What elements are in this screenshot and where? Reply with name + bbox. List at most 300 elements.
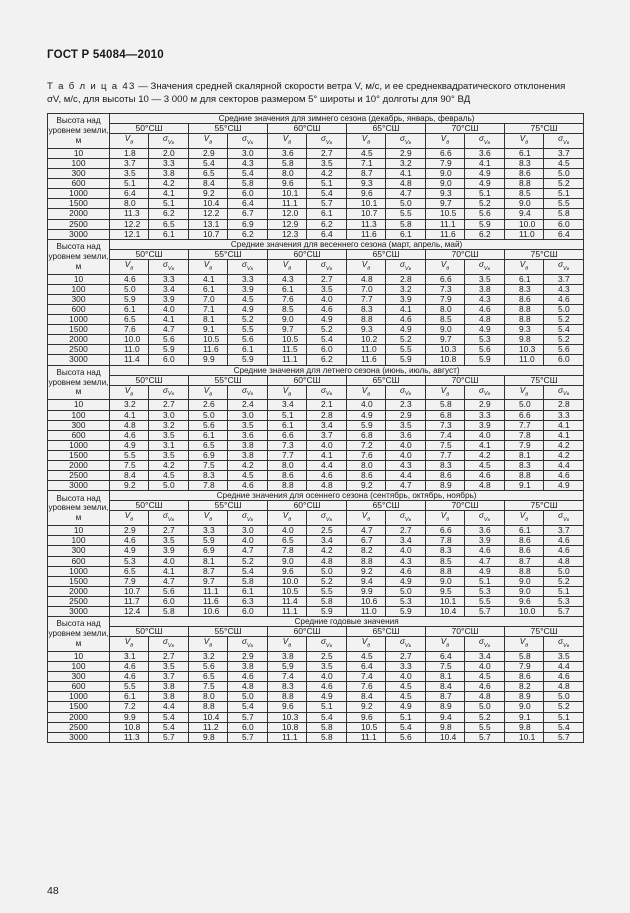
- sigma-value: 2.9: [465, 400, 505, 410]
- sigma-value: 5.2: [228, 556, 268, 566]
- sigma-value: 3.7: [544, 148, 584, 158]
- sigma-value: 6.2: [465, 229, 505, 239]
- speed-value: 4.7: [347, 526, 386, 536]
- speed-value: 2.9: [189, 148, 228, 158]
- speed-value: 8.6: [505, 672, 544, 682]
- sector-header: 75°СШ: [505, 501, 584, 511]
- sigma-value: 2.7: [307, 148, 347, 158]
- section-title: Средние значения для осеннего сезона (сентябрь, октябрь, ноябрь): [110, 491, 584, 501]
- sigma-value: 6.0: [228, 722, 268, 732]
- speed-value: 6.4: [347, 662, 386, 672]
- sigma-value: 3.7: [544, 274, 584, 284]
- sector-header: 70°СШ: [426, 249, 505, 259]
- speed-symbol: $V_в$: [189, 385, 228, 400]
- speed-value: 8.4: [347, 692, 386, 702]
- sigma-value: 6.0: [149, 355, 189, 365]
- speed-symbol: $V_в$: [426, 511, 465, 526]
- speed-value: 11.1: [347, 732, 386, 742]
- speed-symbol: $V_в$: [426, 385, 465, 400]
- sigma-value: 4.6: [544, 546, 584, 556]
- speed-value: 8.1: [189, 556, 228, 566]
- speed-value: 8.0: [189, 692, 228, 702]
- speed-value: 8.8: [505, 315, 544, 325]
- sigma-symbol: $\sigma_{Vв}$: [228, 134, 268, 149]
- sigma-value: 2.0: [149, 148, 189, 158]
- sigma-value: 2.5: [307, 651, 347, 661]
- speed-value: 7.6: [268, 294, 307, 304]
- sigma-value: 5.6: [465, 209, 505, 219]
- sigma-value: 3.5: [307, 284, 347, 294]
- sigma-value: 4.6: [228, 481, 268, 491]
- speed-value: 10.1: [505, 732, 544, 742]
- sigma-value: 6.1: [307, 209, 347, 219]
- speed-value: 7.7: [268, 450, 307, 460]
- speed-value: 9.2: [347, 566, 386, 576]
- sigma-value: 5.5: [386, 345, 426, 355]
- speed-value: 8.0: [426, 304, 465, 314]
- sigma-value: 4.1: [465, 440, 505, 450]
- speed-value: 11.0: [347, 345, 386, 355]
- sector-header: 60°СШ: [268, 249, 347, 259]
- sigma-value: 3.3: [149, 274, 189, 284]
- height-value: 1000: [48, 315, 110, 325]
- height-value: 1000: [48, 189, 110, 199]
- speed-value: 4.5: [347, 651, 386, 661]
- height-value: 1500: [48, 576, 110, 586]
- table-row: [48, 315, 584, 325]
- speed-value: 7.8: [426, 536, 465, 546]
- sigma-value: 4.0: [465, 662, 505, 672]
- sigma-value: 5.0: [386, 199, 426, 209]
- sigma-value: 3.4: [307, 536, 347, 546]
- speed-symbol: $V_в$: [505, 259, 544, 274]
- table-row: [48, 410, 584, 420]
- speed-value: 9.0: [505, 199, 544, 209]
- sigma-value: 3.4: [386, 536, 426, 546]
- sigma-value: 6.2: [228, 229, 268, 239]
- speed-value: 11.0: [505, 229, 544, 239]
- sigma-value: 4.6: [544, 471, 584, 481]
- speed-symbol: $V_в$: [268, 511, 307, 526]
- speed-value: 9.0: [268, 556, 307, 566]
- sector-header: 60°СШ: [268, 124, 347, 134]
- sigma-value: 4.3: [465, 294, 505, 304]
- table-row: [48, 586, 584, 596]
- speed-value: 4.0: [268, 526, 307, 536]
- table-row: [48, 606, 584, 616]
- speed-value: 7.7: [426, 450, 465, 460]
- speed-value: 8.7: [347, 169, 386, 179]
- speed-value: 8.4: [426, 682, 465, 692]
- speed-value: 7.6: [110, 325, 149, 335]
- speed-value: 9.8: [505, 335, 544, 345]
- sigma-value: 4.0: [228, 536, 268, 546]
- sigma-value: 5.3: [465, 335, 505, 345]
- sigma-value: 4.5: [465, 672, 505, 682]
- speed-value: 5.9: [268, 662, 307, 672]
- sigma-value: 4.2: [544, 450, 584, 460]
- speed-value: 7.5: [110, 461, 149, 471]
- sigma-value: 5.8: [307, 732, 347, 742]
- speed-value: 12.0: [268, 209, 307, 219]
- speed-value: 11.7: [110, 596, 149, 606]
- sigma-value: 3.5: [149, 450, 189, 460]
- sigma-symbol: $\sigma_{Vв}$: [149, 511, 189, 526]
- speed-value: 7.8: [505, 430, 544, 440]
- speed-symbol: $V_в$: [347, 511, 386, 526]
- speed-value: 10.5: [268, 586, 307, 596]
- table-row: [48, 546, 584, 556]
- speed-value: 9.7: [426, 199, 465, 209]
- sigma-symbol: $\sigma_{Vв}$: [149, 134, 189, 149]
- table-caption-text: — Значения средней скалярной скорости ветра V, м/с, и ее среднеквадратического отклонения σV, м/с, для высоты 10 — 3 000 м для секторов размером 5° широты и 10° долготы для 90° ВД: [47, 81, 566, 105]
- speed-value: 7.4: [426, 430, 465, 440]
- height-value: 300: [48, 169, 110, 179]
- speed-value: 10.0: [110, 335, 149, 345]
- speed-symbol: $V_в$: [426, 637, 465, 652]
- sigma-value: 5.7: [307, 199, 347, 209]
- section-title: Средние значения для зимнего сезона (декабрь, январь, февраль): [110, 114, 584, 124]
- speed-value: 12.2: [110, 219, 149, 229]
- sigma-value: 5.4: [386, 722, 426, 732]
- speed-value: 4.9: [347, 410, 386, 420]
- table-row: [48, 526, 584, 536]
- speed-value: 8.9: [426, 481, 465, 491]
- speed-value: 6.6: [505, 410, 544, 420]
- table-label: Т а б л и ц а 43: [47, 81, 136, 92]
- speed-value: 11.1: [268, 355, 307, 365]
- sector-header: 65°СШ: [347, 627, 426, 637]
- speed-value: 7.7: [505, 420, 544, 430]
- speed-value: 11.6: [347, 229, 386, 239]
- speed-value: 7.6: [347, 682, 386, 692]
- sigma-value: 5.9: [149, 345, 189, 355]
- sector-header: 60°СШ: [268, 375, 347, 385]
- table-row: [48, 209, 584, 219]
- sigma-value: 5.4: [149, 722, 189, 732]
- height-value: 100: [48, 410, 110, 420]
- speed-value: 3.7: [110, 159, 149, 169]
- sigma-value: 4.6: [307, 304, 347, 314]
- speed-value: 5.3: [110, 556, 149, 566]
- speed-value: 6.8: [426, 410, 465, 420]
- speed-value: 9.9: [347, 586, 386, 596]
- speed-value: 8.8: [268, 481, 307, 491]
- table-row: [48, 702, 584, 712]
- speed-value: 6.7: [347, 536, 386, 546]
- height-value: 3000: [48, 481, 110, 491]
- table-row: [48, 672, 584, 682]
- sigma-value: 5.4: [228, 566, 268, 576]
- table-row: [48, 420, 584, 430]
- sector-header: 75°СШ: [505, 627, 584, 637]
- table-row: [48, 712, 584, 722]
- sigma-value: 4.1: [386, 169, 426, 179]
- speed-value: 6.1: [268, 284, 307, 294]
- speed-value: 4.1: [110, 410, 149, 420]
- speed-value: 8.0: [110, 199, 149, 209]
- speed-value: 3.1: [110, 651, 149, 661]
- sector-header: 65°СШ: [347, 124, 426, 134]
- speed-symbol: $V_в$: [110, 259, 149, 274]
- sigma-value: 4.9: [386, 702, 426, 712]
- sigma-value: 4.6: [465, 682, 505, 692]
- sigma-value: 5.1: [465, 576, 505, 586]
- speed-value: 10.0: [268, 576, 307, 586]
- table-row: [48, 440, 584, 450]
- sigma-value: 4.0: [149, 556, 189, 566]
- speed-value: 8.9: [426, 702, 465, 712]
- speed-value: 5.9: [189, 536, 228, 546]
- speed-value: 11.3: [110, 732, 149, 742]
- sigma-value: 5.4: [228, 702, 268, 712]
- sigma-value: 5.1: [465, 189, 505, 199]
- sigma-value: 5.1: [544, 712, 584, 722]
- sigma-value: 4.7: [149, 576, 189, 586]
- sigma-value: 6.2: [307, 355, 347, 365]
- sigma-value: 2.7: [149, 651, 189, 661]
- speed-value: 4.6: [110, 274, 149, 284]
- table-row: [48, 325, 584, 335]
- sigma-value: 4.6: [465, 546, 505, 556]
- sigma-value: 5.2: [465, 199, 505, 209]
- sigma-value: 4.6: [386, 315, 426, 325]
- speed-value: 9.3: [505, 325, 544, 335]
- speed-value: 9.5: [426, 586, 465, 596]
- sigma-value: 3.5: [544, 651, 584, 661]
- sigma-value: 3.3: [465, 410, 505, 420]
- speed-value: 9.0: [505, 576, 544, 586]
- speed-value: 8.8: [505, 566, 544, 576]
- speed-value: 5.1: [110, 179, 149, 189]
- sigma-symbol: $\sigma_{Vв}$: [149, 637, 189, 652]
- speed-value: 10.5: [189, 335, 228, 345]
- speed-value: 7.3: [426, 420, 465, 430]
- speed-value: 9.3: [347, 179, 386, 189]
- sigma-value: 2.1: [307, 400, 347, 410]
- speed-value: 9.0: [426, 325, 465, 335]
- height-value: 3000: [48, 229, 110, 239]
- speed-value: 6.6: [426, 526, 465, 536]
- table-row: [48, 722, 584, 732]
- speed-value: 8.2: [347, 546, 386, 556]
- sigma-value: 2.7: [307, 274, 347, 284]
- sigma-value: 6.1: [228, 586, 268, 596]
- sigma-value: 4.0: [386, 546, 426, 556]
- sigma-value: 3.5: [149, 536, 189, 546]
- table-row: [48, 662, 584, 672]
- sigma-value: 6.3: [228, 596, 268, 606]
- speed-value: 10.1: [268, 189, 307, 199]
- table-row: [48, 566, 584, 576]
- sigma-value: 4.5: [386, 682, 426, 692]
- sigma-value: 4.1: [149, 315, 189, 325]
- table-row: [48, 284, 584, 294]
- speed-value: 8.9: [505, 692, 544, 702]
- sigma-value: 3.2: [149, 420, 189, 430]
- speed-value: 11.1: [268, 732, 307, 742]
- speed-value: 8.8: [505, 304, 544, 314]
- speed-symbol: $V_в$: [189, 637, 228, 652]
- speed-value: 9.9: [189, 355, 228, 365]
- speed-value: 7.5: [189, 682, 228, 692]
- speed-symbol: $V_в$: [347, 134, 386, 149]
- sigma-value: 4.9: [465, 325, 505, 335]
- speed-value: 9.1: [189, 325, 228, 335]
- speed-value: 8.6: [505, 546, 544, 556]
- height-value: 300: [48, 420, 110, 430]
- height-column-header: Высота над уровнем земли, м: [48, 239, 110, 274]
- speed-value: 3.4: [268, 400, 307, 410]
- speed-value: 12.3: [268, 229, 307, 239]
- speed-value: 9.2: [110, 481, 149, 491]
- speed-value: 9.0: [426, 169, 465, 179]
- height-value: 2500: [48, 345, 110, 355]
- speed-value: 8.0: [347, 461, 386, 471]
- height-value: 2000: [48, 209, 110, 219]
- sigma-value: 5.1: [544, 586, 584, 596]
- sector-header: 55°СШ: [189, 124, 268, 134]
- sigma-value: 5.8: [228, 179, 268, 189]
- speed-value: 8.1: [505, 450, 544, 460]
- speed-value: 4.0: [347, 400, 386, 410]
- speed-symbol: $V_в$: [268, 637, 307, 652]
- speed-value: 2.6: [189, 400, 228, 410]
- speed-symbol: $V_в$: [189, 134, 228, 149]
- sigma-value: 5.7: [465, 606, 505, 616]
- speed-value: 9.6: [268, 702, 307, 712]
- sigma-value: 5.5: [228, 325, 268, 335]
- sector-header: 50°СШ: [110, 124, 189, 134]
- table-row: [48, 345, 584, 355]
- speed-value: 8.8: [347, 556, 386, 566]
- sigma-value: 6.0: [544, 355, 584, 365]
- speed-value: 8.6: [347, 471, 386, 481]
- sigma-value: 3.9: [465, 536, 505, 546]
- height-value: 2000: [48, 586, 110, 596]
- speed-value: 9.3: [347, 325, 386, 335]
- sigma-value: 3.3: [228, 274, 268, 284]
- sigma-value: 5.5: [465, 596, 505, 606]
- sigma-value: 4.8: [465, 315, 505, 325]
- sigma-value: 3.6: [228, 430, 268, 440]
- speed-value: 8.3: [505, 159, 544, 169]
- sigma-value: 3.8: [149, 692, 189, 702]
- sigma-value: 6.0: [149, 596, 189, 606]
- sigma-value: 4.7: [228, 546, 268, 556]
- sigma-value: 3.4: [307, 420, 347, 430]
- speed-value: 8.3: [505, 284, 544, 294]
- sigma-value: 6.4: [544, 229, 584, 239]
- sigma-value: 4.8: [307, 556, 347, 566]
- height-value: 600: [48, 304, 110, 314]
- speed-value: 3.2: [110, 400, 149, 410]
- sigma-symbol: $\sigma_{Vв}$: [544, 511, 584, 526]
- table-row: [48, 536, 584, 546]
- sigma-symbol: $\sigma_{Vв}$: [465, 511, 505, 526]
- sigma-value: 3.6: [465, 148, 505, 158]
- speed-value: 4.8: [110, 420, 149, 430]
- speed-symbol: $V_в$: [110, 637, 149, 652]
- sigma-value: 3.3: [149, 159, 189, 169]
- sigma-value: 6.4: [307, 229, 347, 239]
- speed-value: 7.7: [347, 294, 386, 304]
- sigma-value: 3.4: [465, 651, 505, 661]
- sigma-value: 5.6: [149, 586, 189, 596]
- sigma-value: 5.1: [149, 199, 189, 209]
- sigma-value: 3.7: [149, 672, 189, 682]
- speed-value: 11.1: [268, 199, 307, 209]
- speed-value: 11.4: [110, 355, 149, 365]
- sigma-value: 4.9: [386, 576, 426, 586]
- speed-value: 3.5: [110, 169, 149, 179]
- wind-speed-table: [47, 113, 584, 743]
- sigma-value: 4.5: [228, 294, 268, 304]
- speed-value: 7.2: [347, 440, 386, 450]
- height-value: 1000: [48, 692, 110, 702]
- speed-value: 10.2: [347, 335, 386, 345]
- table-row: [48, 461, 584, 471]
- speed-value: 7.9: [426, 159, 465, 169]
- speed-value: 9.8: [189, 732, 228, 742]
- section-title: Средние значения для летнего сезона (июнь, июль, август): [110, 365, 584, 375]
- sigma-value: 5.6: [228, 335, 268, 345]
- sigma-symbol: $\sigma_{Vв}$: [149, 259, 189, 274]
- speed-value: 11.0: [110, 345, 149, 355]
- sigma-value: 5.7: [465, 732, 505, 742]
- document-header: ГОСТ Р 54084—2010: [47, 49, 164, 61]
- speed-value: 10.5: [347, 722, 386, 732]
- speed-value: 6.5: [189, 169, 228, 179]
- sigma-value: 5.1: [544, 189, 584, 199]
- sigma-value: 4.7: [149, 325, 189, 335]
- sector-header: 65°СШ: [347, 501, 426, 511]
- speed-value: 8.7: [505, 556, 544, 566]
- speed-value: 3.6: [268, 148, 307, 158]
- sigma-value: 3.9: [386, 294, 426, 304]
- sigma-value: 4.0: [307, 294, 347, 304]
- sigma-value: 4.0: [386, 672, 426, 682]
- sigma-value: 5.5: [544, 199, 584, 209]
- speed-value: 4.6: [110, 536, 149, 546]
- table-row: [48, 556, 584, 566]
- speed-value: 11.4: [268, 596, 307, 606]
- speed-value: 9.7: [189, 576, 228, 586]
- speed-value: 8.7: [426, 692, 465, 702]
- speed-value: 9.7: [268, 325, 307, 335]
- speed-value: 8.3: [189, 471, 228, 481]
- speed-value: 7.3: [268, 440, 307, 450]
- sigma-value: 5.0: [544, 169, 584, 179]
- speed-value: 3.2: [189, 651, 228, 661]
- height-column-header: Высота над уровнем земли, м: [48, 114, 110, 149]
- sigma-value: 3.0: [228, 410, 268, 420]
- sigma-value: 6.0: [307, 345, 347, 355]
- sigma-symbol: $\sigma_{Vв}$: [465, 259, 505, 274]
- sigma-symbol: $\sigma_{Vв}$: [307, 637, 347, 652]
- height-value: 3000: [48, 732, 110, 742]
- speed-value: 5.5: [110, 682, 149, 692]
- sigma-value: 2.7: [149, 526, 189, 536]
- sigma-value: 4.5: [149, 471, 189, 481]
- sigma-value: 4.8: [544, 556, 584, 566]
- speed-value: 7.9: [110, 576, 149, 586]
- speed-value: 5.8: [505, 651, 544, 661]
- sector-header: 55°СШ: [189, 375, 268, 385]
- speed-symbol: $V_в$: [505, 637, 544, 652]
- sector-header: 60°СШ: [268, 501, 347, 511]
- sigma-value: 5.0: [544, 566, 584, 576]
